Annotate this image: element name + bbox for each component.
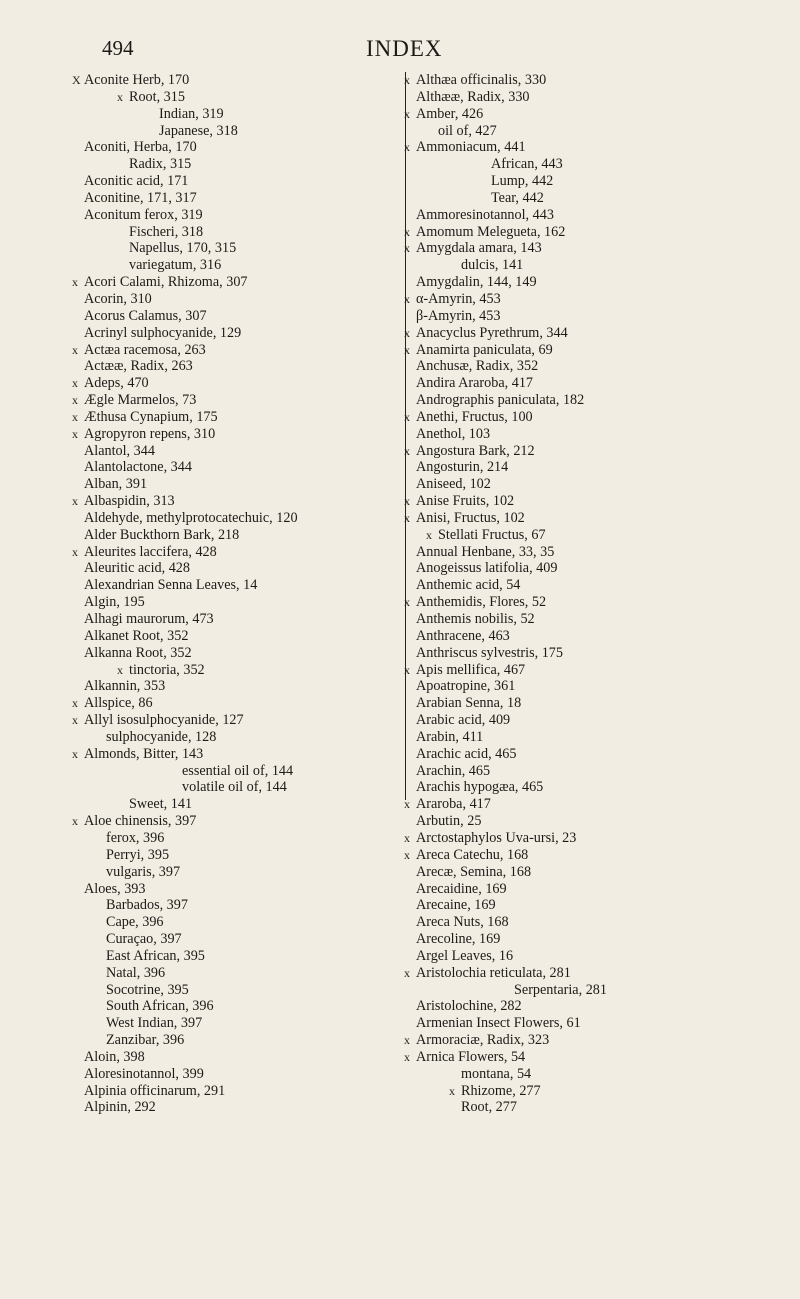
index-entry <box>416 1066 746 1083</box>
index-entry-text: Adeps, 470 <box>84 375 149 392</box>
index-entry-text: Arachis hypogæa, 465 <box>416 779 544 796</box>
index-entry-text: Alkanna Root, 352 <box>84 644 192 661</box>
index-entry-text: Anise Fruits, 102 <box>416 493 515 510</box>
index-entry-text: African, 443 <box>491 156 563 173</box>
page-number: 494 <box>102 36 134 60</box>
index-entry <box>416 746 746 763</box>
check-mark-icon: x <box>72 409 78 424</box>
index-entry <box>416 982 746 999</box>
index-entry-text: Aniseed, 102 <box>416 476 491 493</box>
check-mark-icon: x <box>72 342 78 357</box>
index-entry <box>84 358 414 375</box>
index-entry <box>416 560 746 577</box>
check-mark-icon: x <box>404 291 410 306</box>
index-entry-text: Apoatropine, 361 <box>416 678 516 695</box>
index-entry <box>84 678 414 695</box>
index-entry-text: Amomum Melegueta, 162 <box>416 223 566 240</box>
index-entry <box>84 443 414 460</box>
index-entry <box>84 156 414 173</box>
index-entry <box>416 207 746 224</box>
index-entry <box>84 224 414 241</box>
index-entry-text: Napellus, 170, 315 <box>129 240 237 257</box>
index-entry-text: β-Amyrin, 453 <box>416 307 501 324</box>
index-entry-text: Arbutin, 25 <box>416 813 482 830</box>
index-entry-text: Angostura Bark, 212 <box>416 442 535 459</box>
check-mark-icon: x <box>72 814 78 829</box>
index-entry <box>404 829 746 847</box>
index-entry <box>404 290 746 308</box>
index-entry-text: ferox, 396 <box>106 829 165 846</box>
index-entry-text: Aloes, 393 <box>84 880 146 897</box>
index-entry <box>84 207 414 224</box>
index-entry <box>404 1032 746 1049</box>
index-entry <box>84 1032 414 1049</box>
index-entry <box>416 257 746 274</box>
index-entry-text: Alder Buckthorn Bark, 218 <box>84 526 240 543</box>
index-entry <box>84 476 414 493</box>
index-entry-text: Alantol, 344 <box>84 442 155 459</box>
index-entry-text: Radix, 315 <box>129 156 192 173</box>
index-entry <box>404 72 746 89</box>
index-entry-text: Andira Araroba, 417 <box>416 375 534 392</box>
index-entry-text: Aconite Herb, 170 <box>84 72 190 88</box>
index-entry-text: volatile oil of, 144 <box>182 779 287 796</box>
index-entry-text: Anthemis nobilis, 52 <box>416 611 535 627</box>
index-entry-text: Alpinia officinarum, 291 <box>84 1082 226 1099</box>
index-entry-text: Arabian Senna, 18 <box>416 695 522 712</box>
index-entry-text: Armenian Insect Flowers, 61 <box>416 1015 581 1032</box>
index-entry <box>404 408 746 426</box>
index-entry-text: Aconitine, 171, 317 <box>84 189 197 206</box>
index-entry-text: Alantolactone, 344 <box>84 459 192 476</box>
index-entry <box>416 156 746 173</box>
index-entry <box>72 712 414 729</box>
index-entry-text: essential oil of, 144 <box>182 762 294 779</box>
index-entry <box>416 577 746 594</box>
check-mark-icon: x <box>404 797 410 812</box>
index-entry <box>416 173 746 190</box>
index-entry <box>84 948 414 965</box>
index-entry-text: Araroba, 417 <box>416 796 491 813</box>
check-mark-icon: x <box>426 527 432 542</box>
check-mark-icon: x <box>72 275 78 290</box>
index-entry-text: Ammoresinotannol, 443 <box>416 206 554 223</box>
index-entry-text: East African, 395 <box>106 947 205 964</box>
index-entry-text: Stellati Fructus, 67 <box>438 526 546 543</box>
index-entry-text: sulphocyanide, 128 <box>106 728 217 745</box>
index-entry-text: Althææ, Radix, 330 <box>416 88 530 105</box>
index-entry-text: Anamirta paniculata, 69 <box>416 341 553 358</box>
index-entry <box>416 375 746 392</box>
index-entry <box>404 493 746 510</box>
index-entry <box>404 846 746 864</box>
index-entry-text: Perryi, 395 <box>106 846 170 863</box>
index-entry <box>416 426 746 443</box>
index-entry-text: Aconitum ferox, 319 <box>84 206 203 223</box>
index-entry <box>84 864 414 881</box>
index-entry <box>84 510 414 527</box>
index-entry-text: Anthemic acid, 54 <box>416 577 521 594</box>
index-entry <box>404 442 746 460</box>
index-entry-text: Tear, 442 <box>491 189 544 206</box>
index-entry-text: Areca Nuts, 168 <box>416 914 509 931</box>
index-entry <box>84 291 414 308</box>
index-entry <box>416 1099 746 1116</box>
check-mark-icon: x <box>72 393 78 408</box>
index-entry-text: variegatum, 316 <box>129 257 222 274</box>
check-mark-icon: x <box>72 544 78 559</box>
index-entry <box>84 106 414 123</box>
index-entry-text: Aristolochine, 282 <box>416 998 522 1015</box>
index-entry-text: Aleurites laccifera, 428 <box>84 543 217 560</box>
index-entry-text: South African, 396 <box>106 998 214 1015</box>
index-entry-text: Arecæ, Semina, 168 <box>416 863 532 880</box>
index-entry-text: Acori Calami, Rhizoma, 307 <box>84 274 248 291</box>
check-mark-icon: x <box>72 376 78 391</box>
index-entry-text: Aconiti, Herba, 170 <box>84 139 197 156</box>
index-entry-text: Zanzibar, 396 <box>106 1032 185 1049</box>
index-entry <box>416 729 746 746</box>
index-entry <box>416 628 746 645</box>
index-entry <box>416 1083 746 1100</box>
index-entry-text: Anchusæ, Radix, 352 <box>416 358 539 375</box>
index-entry-text: oil of, 427 <box>438 122 497 139</box>
check-mark-icon: x <box>72 426 78 441</box>
index-entry-text: Arachic acid, 465 <box>416 745 517 762</box>
index-entry <box>72 375 414 392</box>
index-entry <box>84 594 414 611</box>
index-entry-text: Annual Henbane, 33, 35 <box>416 543 555 560</box>
index-entry-text: α-Amyrin, 453 <box>416 290 501 307</box>
check-mark-icon: x <box>117 89 123 104</box>
index-entry <box>72 745 414 763</box>
index-entry-text: tinctoria, 352 <box>129 661 205 678</box>
check-mark-icon: x <box>72 713 78 728</box>
index-entry <box>416 459 746 476</box>
index-entry <box>416 611 746 628</box>
index-entry <box>404 341 746 359</box>
index-entry <box>416 544 746 561</box>
index-entry-text: Almonds, Bitter, 143 <box>84 745 204 762</box>
index-entry-text: Amygdala amara, 143 <box>416 240 542 257</box>
check-mark-icon: x <box>404 409 410 424</box>
index-entry <box>84 662 414 679</box>
index-entry-text: Acorus Calamus, 307 <box>84 307 207 324</box>
check-mark-icon: x <box>404 830 410 845</box>
index-entry-text: Arecaine, 169 <box>416 897 496 914</box>
index-entry <box>72 392 414 409</box>
index-entry-text: Anisi, Fructus, 102 <box>416 509 525 526</box>
check-mark-icon: x <box>404 510 410 525</box>
index-entry <box>416 897 746 914</box>
index-entry <box>84 998 414 1015</box>
index-entry <box>404 223 746 241</box>
index-entry-text: Alexandrian Senna Leaves, 14 <box>84 577 258 594</box>
index-entry <box>404 796 746 813</box>
check-mark-icon: x <box>404 662 410 677</box>
index-entry <box>416 763 746 780</box>
index-entry-text: Anethi, Fructus, 100 <box>416 408 533 425</box>
index-column-left <box>72 72 414 1116</box>
index-entry <box>84 1066 414 1083</box>
index-entry-text: Amygdalin, 144, 149 <box>416 274 537 291</box>
index-entry-text: montana, 54 <box>461 1065 532 1082</box>
check-mark-icon: x <box>404 494 410 509</box>
index-entry-text: Aloresinotannol, 399 <box>84 1065 204 1082</box>
index-entry-text: Japanese, 318 <box>159 122 238 139</box>
index-entry <box>84 796 414 813</box>
index-entry-text: Aloe chinensis, 397 <box>84 813 197 830</box>
index-entry-text: Anthriscus sylvestris, 175 <box>416 644 563 661</box>
index-entry-text: Natal, 396 <box>106 964 166 981</box>
index-entry <box>416 998 746 1015</box>
index-entry-text: Aconitic acid, 171 <box>84 173 189 190</box>
index-entry <box>416 914 746 931</box>
check-mark-icon: x <box>404 73 410 87</box>
index-entry-text: Ægle Marmelos, 73 <box>84 392 197 409</box>
index-entry <box>404 139 746 156</box>
index-entry <box>416 678 746 695</box>
index-column-right <box>404 72 736 1116</box>
check-mark-icon: x <box>404 595 410 610</box>
index-entry <box>404 324 746 342</box>
index-entry <box>84 779 414 796</box>
check-mark-icon: x <box>117 662 123 677</box>
index-entry-text: Apis mellifica, 467 <box>416 661 526 678</box>
index-entry <box>84 325 414 342</box>
index-entry-text: Argel Leaves, 16 <box>416 947 514 964</box>
index-entry-text: Alhagi maurorum, 473 <box>84 611 214 627</box>
index-entry <box>72 408 414 426</box>
index-entry-text: Anthemidis, Flores, 52 <box>416 594 547 611</box>
index-entry <box>84 240 414 257</box>
index-entry <box>416 813 746 830</box>
index-entry-text: Arctostaphylos Uva-ursi, 23 <box>416 829 577 846</box>
index-entry <box>84 560 414 577</box>
index-entry-text: Arabin, 411 <box>416 728 484 745</box>
index-entry-text: Aleuritic acid, 428 <box>84 560 190 577</box>
index-entry <box>84 897 414 914</box>
index-entry <box>416 274 746 291</box>
index-entry-text: Actæa racemosa, 263 <box>84 341 206 358</box>
check-mark-icon: x <box>72 696 78 711</box>
index-entry <box>72 72 414 89</box>
check-mark-icon: x <box>72 494 78 509</box>
index-entry <box>84 847 414 864</box>
index-entry-text: Fischeri, 318 <box>129 223 204 240</box>
index-entry <box>84 729 414 746</box>
index-entry-text: Lump, 442 <box>491 173 554 190</box>
index-entry-text: Amber, 426 <box>416 105 484 122</box>
index-entry-text: Agropyron repens, 310 <box>84 425 216 442</box>
check-mark-icon: x <box>404 847 410 862</box>
index-entry-text: Angosturin, 214 <box>416 459 509 476</box>
index-entry <box>416 308 746 325</box>
index-entry-text: Andrographis paniculata, 182 <box>416 392 585 409</box>
index-entry-text: Aloin, 398 <box>84 1048 145 1065</box>
index-entry-text: Root, 277 <box>461 1099 517 1116</box>
index-entry <box>72 493 414 510</box>
index-entry <box>416 1015 746 1032</box>
index-entry <box>416 881 746 898</box>
check-mark-icon: x <box>404 140 410 155</box>
index-entry-text: Barbados, 397 <box>106 897 188 914</box>
index-entry <box>84 830 414 847</box>
index-entry-text: Algin, 195 <box>84 594 145 611</box>
index-entry <box>84 577 414 594</box>
index-entry <box>84 527 414 544</box>
index-entry <box>84 123 414 140</box>
index-entry-text: Root, 315 <box>129 88 185 105</box>
index-entry-text: vulgaris, 397 <box>106 863 181 880</box>
index-entry <box>72 341 414 359</box>
page-title: INDEX <box>366 36 443 61</box>
index-entry-text: Ammoniacum, 441 <box>416 139 526 156</box>
index-entry <box>84 611 414 628</box>
index-entry <box>84 173 414 190</box>
check-mark-icon: x <box>404 443 410 458</box>
index-entry <box>72 813 414 830</box>
index-entry <box>72 695 414 712</box>
index-entry-text: Socotrine, 395 <box>106 981 189 998</box>
index-entry <box>404 964 746 982</box>
index-entry <box>404 509 746 527</box>
index-entry <box>84 1015 414 1032</box>
index-entry <box>84 257 414 274</box>
index-entry <box>84 931 414 948</box>
check-mark-icon: x <box>404 1049 410 1064</box>
index-entry <box>416 358 746 375</box>
index-entry-text: Anacyclus Pyrethrum, 344 <box>416 324 568 341</box>
index-entry-text: Æthusa Cynapium, 175 <box>84 408 218 425</box>
index-entry <box>416 712 746 729</box>
index-entry <box>404 1048 746 1066</box>
index-entry <box>404 105 746 123</box>
index-entry-text: Aldehyde, methylprotocatechuic, 120 <box>84 509 298 526</box>
index-entry <box>72 274 414 291</box>
check-mark-icon: x <box>404 241 410 256</box>
index-entry-text: Armoraciæ, Radix, 323 <box>416 1032 550 1049</box>
index-entry-text: West Indian, 397 <box>106 1015 203 1032</box>
check-mark-icon: X <box>72 73 81 87</box>
index-entry-text: Allspice, 86 <box>84 695 153 712</box>
index-entry-text: Arabic acid, 409 <box>416 712 511 729</box>
index-entry <box>416 948 746 965</box>
index-entry-text: Actææ, Radix, 263 <box>84 358 193 375</box>
index-entry-text: Anethol, 103 <box>416 425 491 442</box>
page-header <box>0 36 800 66</box>
check-mark-icon: x <box>404 106 410 121</box>
index-entry <box>404 594 746 611</box>
index-entry-text: Arecoline, 169 <box>416 931 501 948</box>
index-entry <box>84 190 414 207</box>
index-entry-text: Anogeissus latifolia, 409 <box>416 560 558 577</box>
index-entry-text: Curaçao, 397 <box>106 931 182 948</box>
index-entry-text: Alpinin, 292 <box>84 1099 156 1116</box>
index-entry-text: Sweet, 141 <box>129 796 193 813</box>
index-entry-text: Anthracene, 463 <box>416 627 510 644</box>
index-entry <box>416 864 746 881</box>
check-mark-icon: x <box>404 325 410 340</box>
index-entry <box>416 89 746 106</box>
index-entry <box>84 881 414 898</box>
index-entry-text: Althæa officinalis, 330 <box>416 72 547 88</box>
index-entry-text: Serpentaria, 281 <box>514 981 607 998</box>
index-entry-text: Rhizome, 277 <box>461 1082 541 1099</box>
index-entry <box>84 628 414 645</box>
index-entry <box>84 1049 414 1066</box>
index-entry <box>416 392 746 409</box>
index-entry-text: Aristolochia reticulata, 281 <box>416 964 571 981</box>
index-entry <box>84 89 414 106</box>
index-entry <box>416 779 746 796</box>
index-entry-text: Acrinyl sulphocyanide, 129 <box>84 324 242 341</box>
index-entry <box>416 190 746 207</box>
index-entry-text: Alkanet Root, 352 <box>84 627 189 644</box>
index-entry <box>84 982 414 999</box>
check-mark-icon: x <box>404 1033 410 1048</box>
index-entry <box>404 240 746 257</box>
index-entry <box>416 931 746 948</box>
index-entry-text: dulcis, 141 <box>461 257 524 274</box>
index-entry-text: Albaspidin, 313 <box>84 493 175 510</box>
check-mark-icon: x <box>404 224 410 239</box>
index-entry <box>84 139 414 156</box>
index-entry-text: Indian, 319 <box>159 105 224 122</box>
check-mark-icon: x <box>404 342 410 357</box>
index-entry-text: Arnica Flowers, 54 <box>416 1048 526 1065</box>
index-entry-text: Acorin, 310 <box>84 290 152 307</box>
index-entry-text: Alkannin, 353 <box>84 678 166 695</box>
index-entry-text: Arachin, 465 <box>416 762 491 779</box>
index-entry <box>416 123 746 140</box>
index-entry-text: Arecaidine, 169 <box>416 880 507 897</box>
check-mark-icon: x <box>449 1083 455 1098</box>
index-entry-text: Alban, 391 <box>84 476 148 493</box>
index-entry <box>416 645 746 662</box>
index-entry <box>72 543 414 561</box>
index-entry <box>416 527 746 544</box>
index-entry <box>416 476 746 493</box>
index-entry <box>84 645 414 662</box>
index-entry <box>416 695 746 712</box>
index-entry <box>404 661 746 679</box>
index-entry <box>84 308 414 325</box>
check-mark-icon: x <box>404 965 410 980</box>
check-mark-icon: x <box>72 746 78 761</box>
index-entry <box>84 965 414 982</box>
index-entry-text: Allyl isosulphocyanide, 127 <box>84 712 244 729</box>
index-entry <box>72 425 414 443</box>
index-entry <box>84 1099 414 1116</box>
index-entry <box>84 914 414 931</box>
index-entry-text: Cape, 396 <box>106 914 164 931</box>
index-entry <box>84 763 414 780</box>
index-entry <box>84 1083 414 1100</box>
index-entry <box>84 459 414 476</box>
index-entry-text: Areca Catechu, 168 <box>416 846 529 863</box>
